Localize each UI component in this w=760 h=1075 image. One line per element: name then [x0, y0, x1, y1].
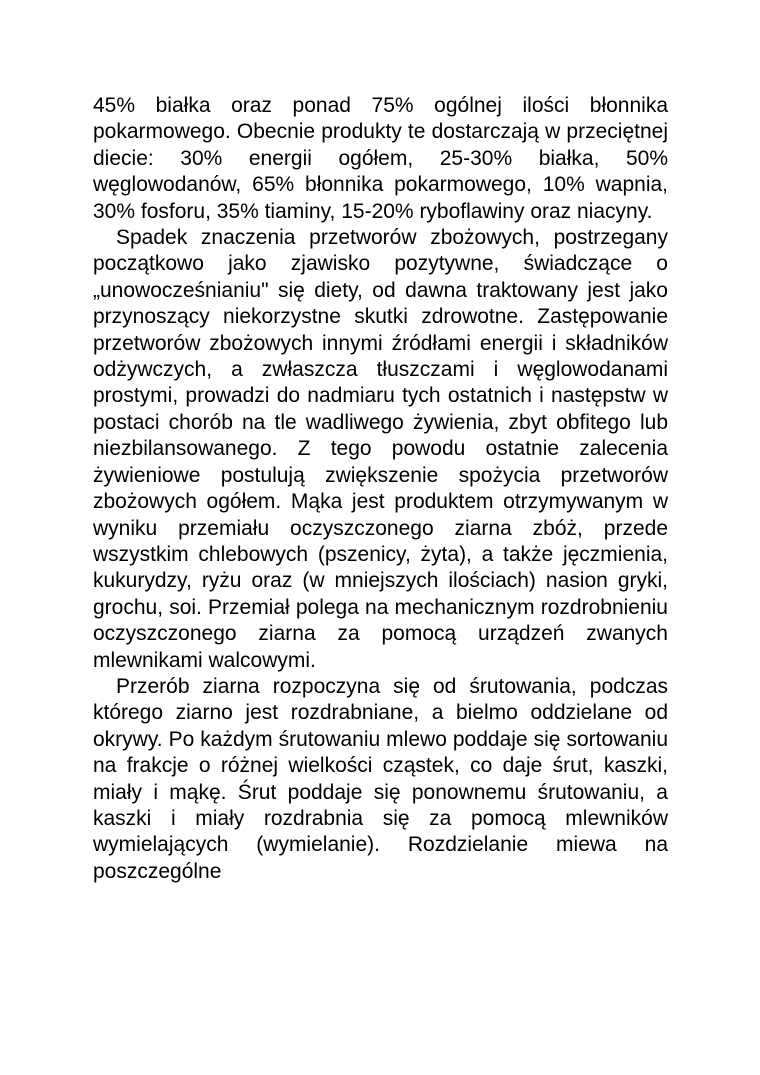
paragraph-decline-of-cereals: Spadek znaczenia przetworów zbożowych, postrzegany początkowo jako zjawisko pozytywne, świadczące o „unowocześnianiu" się diety, od dawna traktowany jest jako przynoszący niekorzystne skutki zdrowotne. Zastępowanie przetworów zbożowych innymi źródłami energii i składników odżywczych, a zwłaszcza tłuszczami i węglowodanami prostymi, prowadzi do nadmiaru tych ostatnich i następstw w postaci chorób na tle wadliwego żywienia, zbyt obfitego lub niezbilansowanego. Z tego powodu ostatnie zalecenia żywieniowe postulują zwiększenie spożycia przetworów zbożowych ogółem. Mąka jest produktem otrzymywanym w wyniku przemiału oczyszczonego ziarna zbóż, przede wszystkim chlebowych (pszenicy, żyta), a także jęczmienia, kukurydzy, ryżu oraz (w mniejszych ilościach) nasion gryki, grochu, soi. Przemiał polega na mechanicznym rozdrobnieniu oczyszczonego ziarna za pomocą urządzeń zwanych mlewnikami walcowymi. — [93, 226, 668, 672]
paragraph-nutrient-shares: 45% białka oraz ponad 75% ogólnej ilości błonnika pokarmowego. Obecnie produkty te dostarczają w przeciętnej diecie: 30% energii ogółem, 25-30% białka, 50% węglowodanów, 65% błonnika pokarmowego, 10% wapnia, 30% fosforu, 35% tiaminy, 15-20% ryboflawiny oraz niacyny. — [93, 94, 668, 223]
document-page — [93, 93, 668, 885]
paragraph-grain-processing: Przerób ziarna rozpoczyna się od śrutowania, podczas którego ziarno jest rozdrabniane, a bielmo oddzielane od okrywy. Po każdym śrutowaniu mlewo poddaje się sortowaniu na frakcje o różnej wielkości cząstek, co daje śrut, kaszki, miały i mąkę. Śrut poddaje się ponownemu śrutowaniu, a kaszki i miały rozdrabnia się za pomocą mlewników wymielających (wymielanie). Rozdzielanie miewa na poszczególne — [93, 674, 668, 883]
